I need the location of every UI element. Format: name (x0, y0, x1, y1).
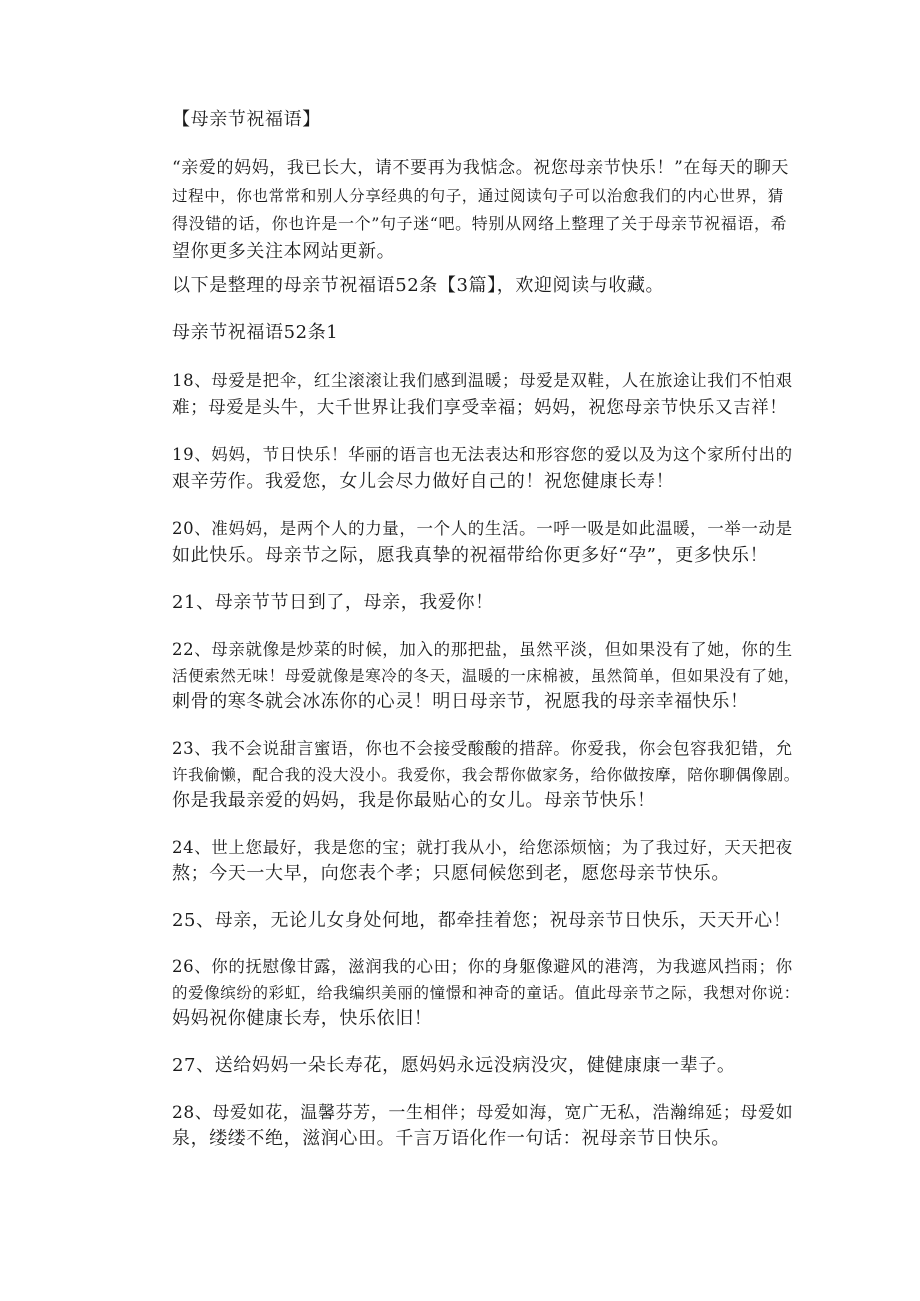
intro-line: “亲爱的妈妈，我已长大，请不要再为我惦念。祝您母亲节快乐！”在每天的聊天 (172, 158, 789, 178)
wish-line: 27、送给妈妈一朵长寿花，愿妈妈永远没病没灾，健健康康一辈子。 (172, 1055, 736, 1076)
wish-line: 泉，缕缕不绝，滋润心田。千言万语化作一句话：祝母亲节日快乐。 (172, 1128, 730, 1149)
wish-line: 的爱像缤纷的彩虹，给我编织美丽的憧憬和神奇的童话。值此母亲节之际，我想对你说： (172, 984, 800, 1002)
document-title: 【母亲节祝福语】 (172, 109, 321, 130)
wish-line: 19、妈妈，节日快乐！华丽的语言也无法表达和形容您的爱以及为这个家所付出的 (172, 445, 793, 464)
wish-line: 25、母亲，无论儿女身处何地，都牵挂着您；祝母亲节日快乐，天天开心！ (172, 910, 792, 931)
wish-line: 24、世上您最好，我是您的宝；就打我从小，给您添烦恼；为了我过好，天天把夜 (172, 838, 793, 857)
intro-line: 得没错的话，你也许是一个”句子迷“吧。特别从网络上整理了关于母亲节祝福语，希 (172, 214, 788, 233)
wish-line: 28、母爱如花，温馨芬芳，一生相伴；母爱如海，宽广无私，浩瀚绵延；母爱如 (172, 1103, 794, 1123)
wish-line: 刺骨的寒冬就会冰冻你的心灵！明日母亲节，祝愿我的母亲幸福快乐！ (172, 691, 749, 712)
intro-line: 过程中，你也常常和别人分享经典的句子，通过阅读句子可以治愈我们的内心世界，猜 (172, 187, 784, 205)
wish-line: 你是我最亲爱的妈妈，我是你最贴心的女儿。母亲节快乐！ (172, 790, 656, 811)
wish-line: 26、你的抚慰像甘露，滋润我的心田；你的身躯像避风的港湾，为我遮风挡雨；你 (172, 957, 793, 976)
section-heading: 母亲节祝福语52条1 (172, 322, 339, 343)
wish-line: 艰辛劳作。我爱您，女儿会尽力做好自己的！祝您健康长寿！ (172, 471, 675, 492)
wish-line: 如此快乐。母亲节之际，愿我真挚的祝福带给你更多好“孕”，更多快乐！ (172, 545, 769, 566)
wish-line: 22、母亲就像是炒菜的时候，加入的那把盐，虽然平淡，但如果没有了她，你的生 (172, 640, 793, 659)
wish-line: 23、我不会说甜言蜜语，你也不会接受酸酸的措辞。你爱我，你会包容我犯错，允 (172, 739, 793, 758)
wish-line: 18、母爱是把伞，红尘滚滚让我们感到温暖；母爱是双鞋，人在旅途让我们不怕艰 (172, 371, 793, 390)
wish-line: 21、母亲节节日到了，母亲，我爱你！ (172, 592, 494, 613)
wish-line: 难；母爱是头牛，大千世界让我们享受幸福；妈妈，祝您母亲节快乐又吉祥！ (172, 398, 788, 418)
wish-line: 许我偷懒，配合我的没大没小。我爱你，我会帮你做家务，给你做按摩，陪你聊偶像剧。 (172, 766, 800, 784)
wish-line: 熬；今天一大早，向您表个孝；只愿伺候您到老，愿您母亲节快乐。 (172, 863, 730, 884)
summary-text: 以下是整理的母亲节祝福语52条【3篇】，欢迎阅读与收藏。 (172, 275, 665, 296)
wish-line: 妈妈祝你健康长寿，快乐依旧！ (172, 1008, 433, 1029)
intro-line: 望你更多关注本网站更新。 (172, 241, 396, 262)
wish-line: 活便索然无味！母爱就像是寒冷的冬天，温暖的一床棉被，虽然简单，但如果没有了她， (172, 667, 800, 685)
wish-line: 20、准妈妈，是两个人的力量，一个人的生活。一呼一吸是如此温暖，一举一动是 (172, 519, 793, 538)
